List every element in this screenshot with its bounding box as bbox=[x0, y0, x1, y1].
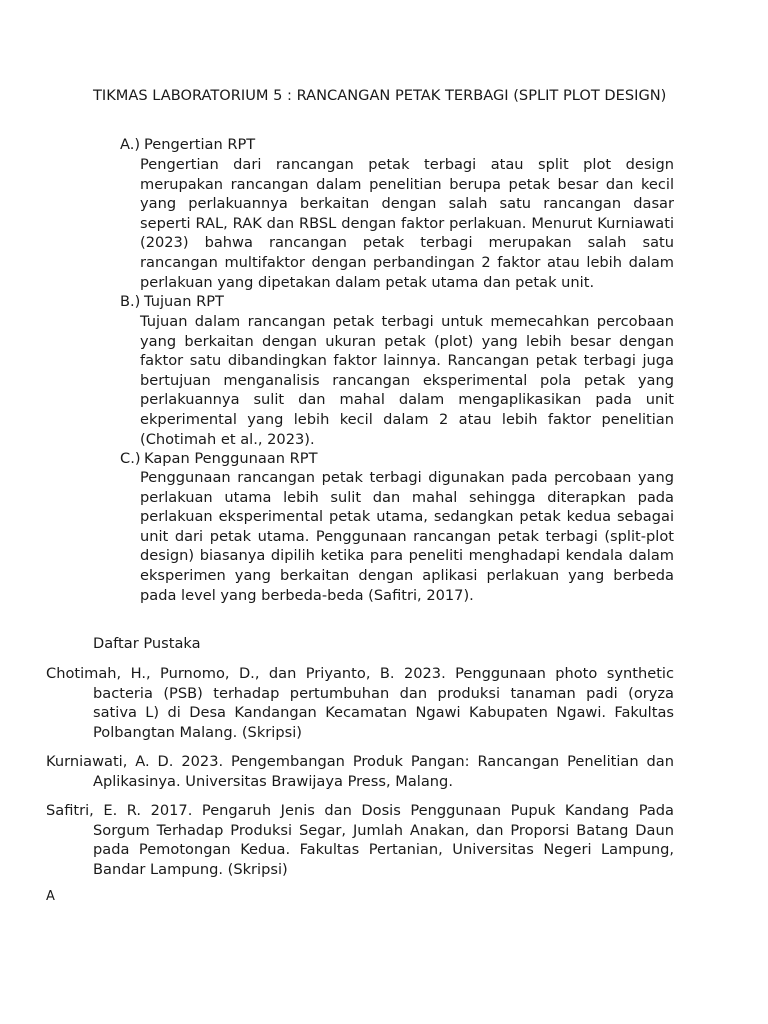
document-title: TIKMAS LABORATORIUM 5 : RANCANGAN PETAK TERBAGI (SPLIT PLOT DESIGN) bbox=[93, 87, 667, 104]
reference-item: Safitri, E. R. 2017. Pengaruh Jenis dan Dosis Penggunaan Pupuk Kandang Pada Sorgum Terhadap Produksi Segar, Jumlah Anakan, dan Proporsi Batang Daun pada Pemotongan Kedua. Fakultas Pertanian, Universitas Negeri Lampung, Bandar Lampung. (Skripsi) bbox=[46, 802, 674, 878]
section-a-title: Pengertian RPT bbox=[144, 136, 256, 153]
section-b-marker: B.) bbox=[120, 293, 141, 310]
section-a-marker: A.) bbox=[120, 136, 141, 153]
section-a-body: Pengertian dari rancangan petak terbagi atau split plot design merupakan rancangan dalam penelitian berupa petak besar dan kecil yang perlakuannya berkaitan dengan salah satu rancangan dasar seperti RAL, RAK dan RBSL dengan faktor perlakuan. Menurut Kurniawati (2023) bahwa rancangan petak terbagi merupakan salah satu rancangan multifaktor dengan perbandingan 2 faktor atau lebih dalam perlakuan yang dipetakan dalam petak utama dan petak unit. bbox=[140, 156, 674, 291]
section-c-body: Penggunaan rancangan petak terbagi digunakan pada percobaan yang perlakuan utama lebih sulit dan mahal sehingga diterapkan pada perlakuan eksperimental petak utama, sedangkan petak kedua sebagai unit dari petak utama. Penggunaan rancangan petak terbagi (split-plot design) biasanya dipilih ketika para peneliti menghadapi kendala dalam eksperimen yang berkaitan dengan aplikasi perlakuan yang berbeda pada level yang berbeda-beda (Safitri, 2017). bbox=[140, 469, 674, 604]
section-b-body: Tujuan dalam rancangan petak terbagi untuk memecahkan percobaan yang berkaitan dengan ukuran petak (plot) yang lebih besar dengan faktor satu dibandingkan faktor lainnya. Rancangan petak terbagi juga bertujuan menganalisis rancangan eksperimental pola petak yang perlakuannya sulit dan mahal dalam mengaplikasikan pada unit ekperimental yang lebih kecil dalam 2 atau lebih faktor penelitian (Chotimah et al., 2023). bbox=[140, 313, 674, 448]
references-heading: Daftar Pustaka bbox=[93, 635, 201, 652]
section-a-heading bbox=[120, 135, 674, 155]
section-c-heading bbox=[120, 449, 674, 469]
section-c-marker: C.) bbox=[120, 450, 141, 467]
reference-item: Kurniawati, A. D. 2023. Pengembangan Produk Pangan: Rancangan Penelitian dan Aplikasinya. Universitas Brawijaya Press, Malang. bbox=[46, 753, 674, 790]
reference-item: Chotimah, H., Purnomo, D., dan Priyanto, B. 2023. Penggunaan photo synthetic bacteria (PSB) terhadap pertumbuhan dan produksi tanaman padi (oryza sativa L) di Desa Kandangan Kecamatan Ngawi Kabupaten Ngawi. Fakultas Polbangtan Malang. (Skripsi) bbox=[46, 665, 674, 741]
section-b-heading bbox=[120, 292, 674, 312]
section-b-title: Tujuan RPT bbox=[144, 293, 224, 310]
section-c-title: Kapan Penggunaan RPT bbox=[144, 450, 318, 467]
footer-mark: A bbox=[46, 889, 55, 904]
